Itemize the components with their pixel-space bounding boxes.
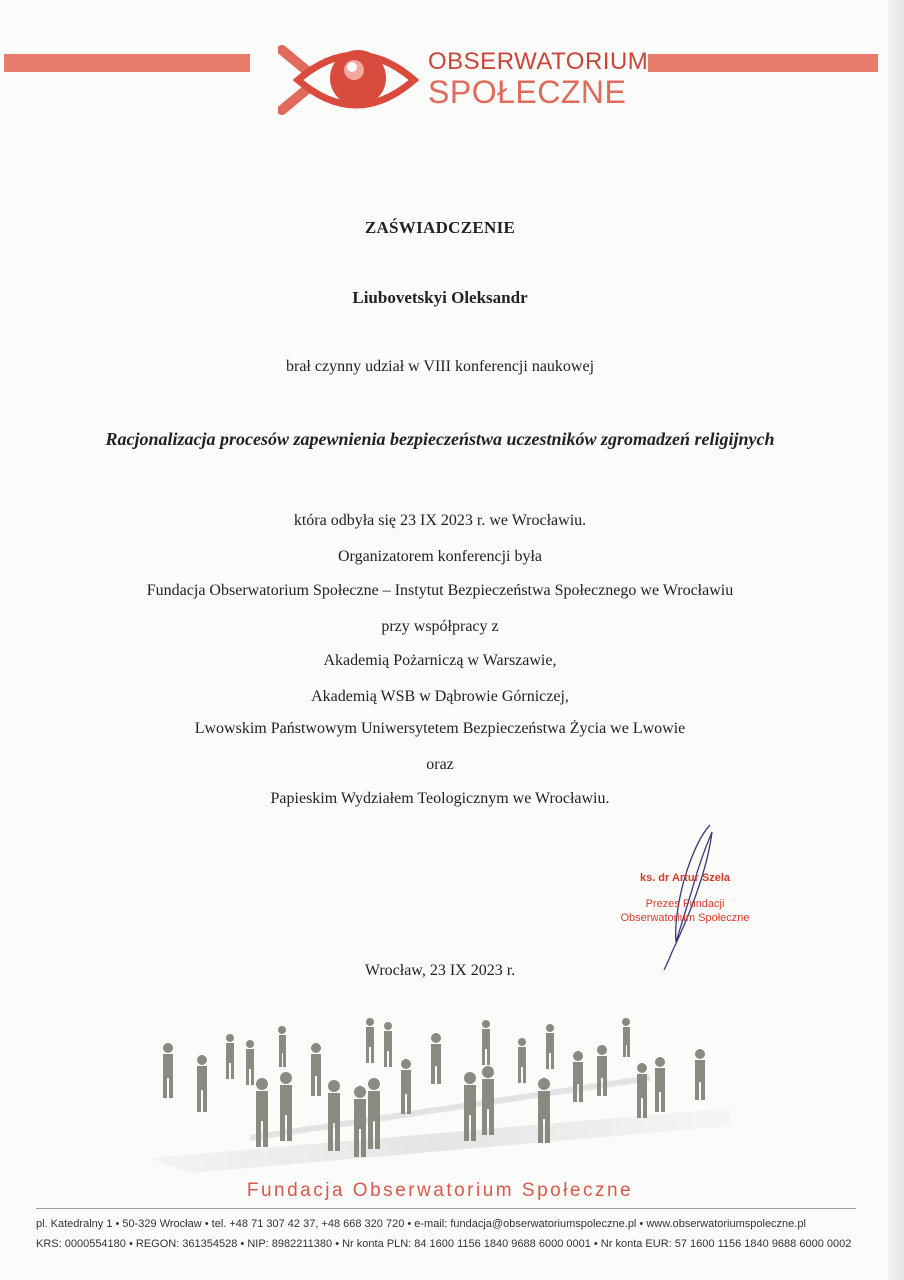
eye-logo-icon — [278, 40, 428, 120]
logo-line-spoleczne: SPOŁECZNE — [428, 74, 627, 110]
text-line: Organizatorem konferencji była — [337, 548, 543, 565]
text-line: oraz — [426, 756, 454, 773]
paper-edge-shadow — [888, 0, 904, 1280]
header-bar-left — [4, 54, 250, 72]
text-line: przy współpracy z — [381, 618, 499, 635]
footer-address: pl. Katedralny 1 • 50-329 Wrocław • tel. +48 71 307 42 37, +48 668 320 720 • e-mail: fundacja@obserwatoriumspoleczne.pl • www.obserwatoriumspoleczne.pl — [36, 1218, 806, 1230]
signature-stamp — [610, 820, 770, 970]
stamp-org: Obserwatorium Społeczne — [620, 912, 750, 924]
stamp-name: ks. dr Artur Szela — [639, 872, 731, 884]
signature-icon — [610, 820, 770, 970]
footer-divider — [36, 1208, 856, 1209]
text-line: Lwowskim Państwowym Uniwersytetem Bezpieczeństwa Życia we Lwowie — [194, 720, 686, 737]
place-date: Wrocław, 23 IX 2023 r. — [364, 962, 516, 979]
footer-registry: KRS: 0000554180 • REGON: 361354528 • NIP: 8982211380 • Nr konta PLN: 84 1600 1156 1840 9688 6000 0001 • Nr konta EUR: 57 1600 1156 1840 9688 6000 0002 — [36, 1238, 852, 1250]
text-line: Akademią Pożarniczą w Warszawie, — [323, 652, 557, 669]
people-silhouettes-icon — [130, 1008, 750, 1178]
conference-topic: Racjonalizacja procesów zapewnienia bezpieczeństwa uczestników zgromadzeń religijnych — [105, 429, 775, 449]
logo-text — [428, 50, 648, 108]
foundation-name: Fundacja Obserwatorium Społeczne — [246, 1180, 634, 1201]
participation-line: brał czynny udział w VIII konferencji naukowej — [285, 358, 595, 375]
text-line: Fundacja Obserwatorium Społeczne – Instytut Bezpieczeństwa Społecznego we Wrocławiu — [146, 582, 734, 599]
text-line: Papieskim Wydziałem Teologicznym we Wrocławiu. — [270, 790, 610, 807]
logo — [278, 40, 649, 120]
text-line: która odbyła się 23 IX 2023 r. we Wrocławiu. — [293, 512, 587, 529]
certificate-title: ZAŚWIADCZENIE — [364, 218, 516, 237]
crowd-illustration — [130, 1008, 750, 1178]
logo-line-observatorium: OBSERWATORIUM — [428, 48, 649, 75]
stamp-role: Prezes Fundacji — [645, 898, 725, 910]
header-bar-right — [648, 54, 878, 72]
text-line: Akademią WSB w Dąbrowie Górniczej, — [311, 688, 569, 705]
recipient-name: Liubovetskyi Oleksandr — [352, 288, 528, 307]
